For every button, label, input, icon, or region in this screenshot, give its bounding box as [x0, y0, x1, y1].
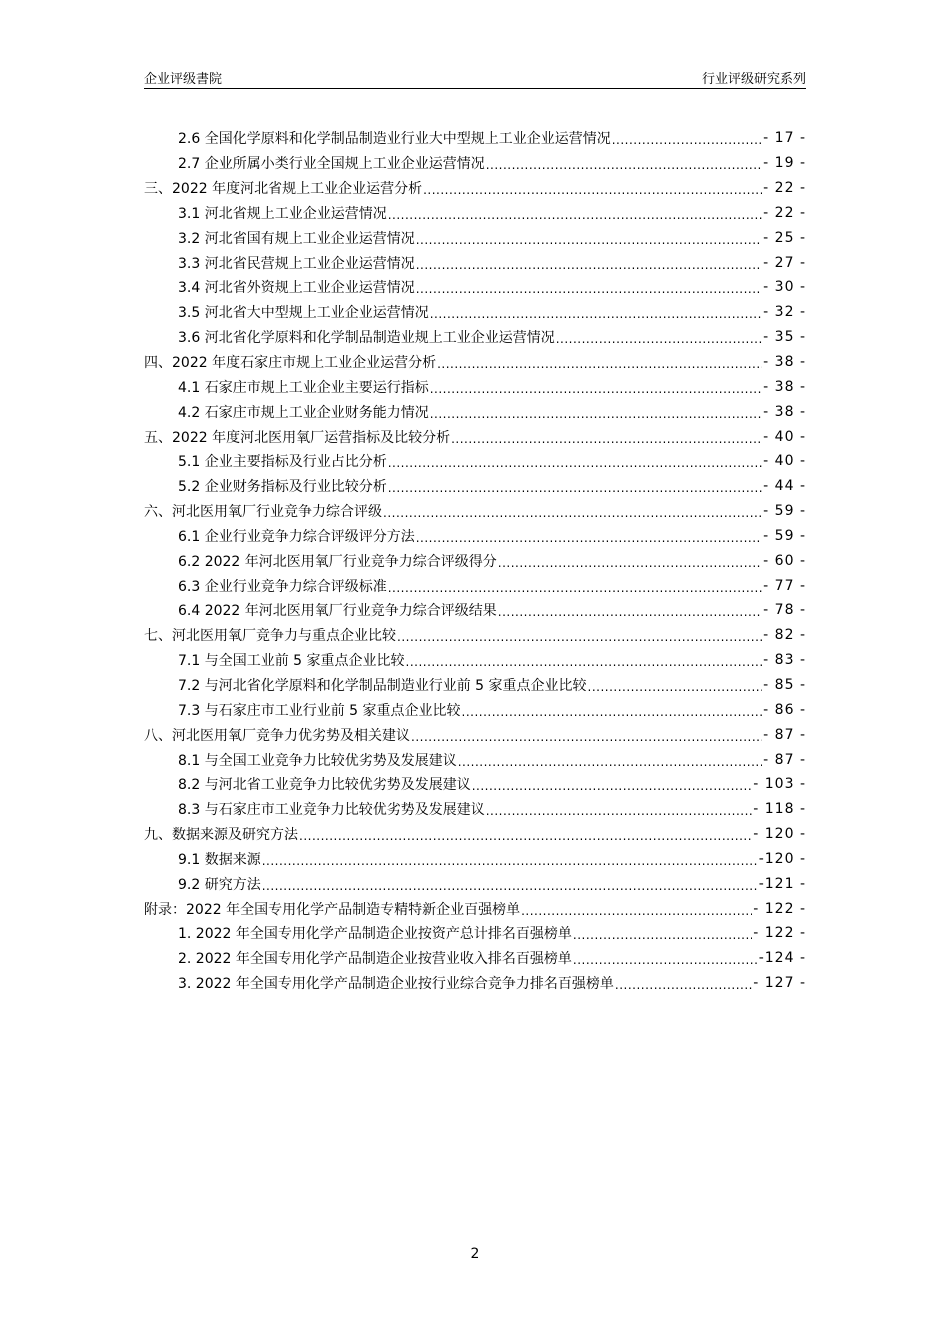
toc-entry-page: - 44 -	[763, 478, 806, 495]
toc-entry[interactable]	[144, 151, 806, 176]
toc-entry[interactable]	[144, 449, 806, 474]
toc-entry-title: 3.5 河北省大中型规上工业企业运营情况	[178, 305, 429, 322]
toc-entry-page: - 19 -	[763, 155, 806, 172]
toc-entry-page: - 32 -	[763, 304, 806, 321]
toc-entry-title: 三、2022 年度河北省规上工业企业运营分析	[144, 181, 423, 198]
toc-dot-leader	[451, 431, 762, 447]
toc-entry-title: 9.1 数据来源	[178, 851, 261, 868]
toc-entry-page: - 30 -	[763, 279, 806, 296]
toc-dot-leader	[262, 853, 758, 869]
toc-dot-leader	[462, 704, 763, 720]
toc-entry-title: 6.2 2022 年河北医用氧厂行业竞争力综合评级得分	[178, 553, 497, 570]
toc-dot-leader	[299, 828, 752, 844]
toc-dot-leader	[397, 629, 762, 645]
toc-entry[interactable]	[144, 424, 806, 449]
toc-entry-title: 3. 2022 年全国专用化学产品制造企业按行业综合竞争力排名百强榜单	[178, 976, 614, 993]
toc-entry-title: 3.1 河北省规上工业企业运营情况	[178, 205, 387, 222]
toc-entry[interactable]	[144, 896, 806, 921]
toc-dot-leader	[416, 530, 762, 546]
toc-entry[interactable]	[144, 623, 806, 648]
toc-entry[interactable]	[144, 921, 806, 946]
toc-entry-title: 7.1 与全国工业前 5 家重点企业比较	[178, 653, 405, 670]
toc-entry-page: - 59 -	[763, 503, 806, 520]
toc-entry[interactable]	[144, 399, 806, 424]
toc-dot-leader	[416, 232, 762, 248]
toc-dot-leader	[262, 878, 758, 894]
toc-entry-title: 七、河北医用氧厂竞争力与重点企业比较	[144, 628, 396, 645]
toc-dot-leader	[430, 306, 762, 322]
toc-entry-page: - 122 -	[753, 900, 806, 917]
toc-entry-page: - 83 -	[763, 652, 806, 669]
toc-dot-leader	[588, 679, 763, 695]
toc-entry-page: - 87 -	[763, 726, 806, 743]
toc-entry-page: - 25 -	[763, 229, 806, 246]
toc-entry-page: - 38 -	[763, 354, 806, 371]
toc-entry[interactable]	[144, 747, 806, 772]
toc-entry[interactable]	[144, 673, 806, 698]
toc-entry-title: 6.1 企业行业竞争力综合评级评分方法	[178, 528, 415, 545]
toc-entry-title: 6.4 2022 年河北医用氧厂行业竞争力综合评级结果	[178, 603, 497, 620]
toc-dot-leader	[388, 455, 762, 471]
toc-entry[interactable]	[144, 722, 806, 747]
toc-entry[interactable]	[144, 697, 806, 722]
toc-entry[interactable]	[144, 300, 806, 325]
toc-entry-title: 3.6 河北省化学原料和化学制品制造业规上工业企业运营情况	[178, 330, 555, 347]
toc-entry-page: - 22 -	[763, 180, 806, 197]
toc-entry-page: - 22 -	[763, 204, 806, 221]
toc-entry-page: - 27 -	[763, 254, 806, 271]
toc-dot-leader	[486, 157, 762, 173]
toc-dot-leader	[472, 778, 753, 794]
toc-entry-title: 4.2 石家庄市规上工业企业财务能力情况	[178, 404, 429, 421]
toc-dot-leader	[383, 505, 762, 521]
page-header	[144, 66, 806, 89]
toc-dot-leader	[573, 952, 758, 968]
toc-entry-page: - 87 -	[763, 751, 806, 768]
toc-entry-page: - 40 -	[763, 428, 806, 445]
toc-dot-leader	[437, 356, 762, 372]
toc-entry-title: 四、2022 年度石家庄市规上工业企业运营分析	[144, 355, 437, 372]
toc-entry-page: - 40 -	[763, 453, 806, 470]
toc-entry-title: 6.3 企业行业竞争力综合评级标准	[178, 578, 387, 595]
toc-entry[interactable]	[144, 350, 806, 375]
toc-entry[interactable]	[144, 201, 806, 226]
toc-entry-title: 2.7 企业所属小类行业全国规上工业企业运营情况	[178, 156, 485, 173]
toc-entry[interactable]	[144, 772, 806, 797]
toc-entry[interactable]	[144, 325, 806, 350]
toc-entry-title: 六、河北医用氧厂行业竞争力综合评级	[144, 504, 382, 521]
toc-dot-leader	[498, 555, 762, 571]
toc-entry-title: 5.2 企业财务指标及行业比较分析	[178, 479, 387, 496]
toc-dot-leader	[430, 381, 762, 397]
toc-entry[interactable]	[144, 573, 806, 598]
toc-entry-title: 7.2 与河北省化学原料和化学制品制造业行业前 5 家重点企业比较	[178, 677, 587, 694]
toc-entry[interactable]	[144, 474, 806, 499]
toc-dot-leader	[423, 182, 762, 198]
toc-entry[interactable]	[144, 598, 806, 623]
toc-dot-leader	[612, 132, 762, 148]
toc-entry-title: 2. 2022 年全国专用化学产品制造企业按营业收入排名百强榜单	[178, 951, 572, 968]
toc-entry[interactable]	[144, 648, 806, 673]
toc-dot-leader	[416, 281, 762, 297]
toc-entry-title: 9.2 研究方法	[178, 876, 261, 893]
toc-entry[interactable]	[144, 225, 806, 250]
toc-dot-leader	[406, 654, 763, 670]
toc-dot-leader	[416, 257, 762, 273]
toc-entry[interactable]	[144, 846, 806, 871]
toc-entry-title: 附录：2022 年全国专用化学产品制造专精特新企业百强榜单	[144, 901, 521, 918]
toc-dot-leader	[615, 977, 752, 993]
toc-entry[interactable]	[144, 126, 806, 151]
toc-entry-page: - 77 -	[763, 577, 806, 594]
toc-entry-title: 5.1 企业主要指标及行业占比分析	[178, 454, 387, 471]
toc-entry-title: 8.3 与石家庄市工业竞争力比较优劣势及发展建议	[178, 802, 485, 819]
toc-entry-page: - 120 -	[753, 826, 806, 843]
toc-entry-title: 3.3 河北省民营规上工业企业运营情况	[178, 255, 415, 272]
toc-entry[interactable]	[144, 946, 806, 971]
toc-entry[interactable]	[144, 250, 806, 275]
toc-entry-title: 1. 2022 年全国专用化学产品制造企业按资产总计排名百强榜单	[178, 926, 572, 943]
toc-entry-title: 2.6 全国化学原料和化学制品制造业行业大中型规上工业企业运营情况	[178, 131, 611, 148]
toc-entry-page: - 103 -	[753, 776, 806, 793]
toc-entry[interactable]	[144, 871, 806, 896]
toc-dot-leader	[458, 754, 762, 770]
toc-entry-title: 4.1 石家庄市规上工业企业主要运行指标	[178, 379, 429, 396]
toc-entry[interactable]	[144, 971, 806, 996]
toc-entry-page: - 17 -	[763, 130, 806, 147]
toc-entry-title: 3.2 河北省国有规上工业企业运营情况	[178, 230, 415, 247]
toc-entry-page: - 86 -	[763, 701, 806, 718]
toc-entry-page: - 127 -	[753, 975, 806, 992]
toc-entry-page: -124 -	[758, 950, 806, 967]
toc-dot-leader	[388, 480, 762, 496]
toc-dot-leader	[486, 803, 753, 819]
toc-dot-leader	[573, 927, 752, 943]
toc-entry[interactable]	[144, 797, 806, 822]
toc-dot-leader	[521, 903, 752, 919]
toc-entry-title: 九、数据来源及研究方法	[144, 827, 298, 844]
toc-entry[interactable]	[144, 822, 806, 847]
toc-entry-page: -120 -	[758, 850, 806, 867]
toc-entry[interactable]	[144, 548, 806, 573]
toc-entry-title: 8.2 与河北省工业竞争力比较优劣势及发展建议	[178, 777, 471, 794]
toc-entry-page: - 78 -	[763, 602, 806, 619]
toc-dot-leader	[498, 604, 762, 620]
toc-entry-page: - 85 -	[763, 676, 806, 693]
toc-entry-page: - 122 -	[753, 925, 806, 942]
toc-entry-page: - 35 -	[763, 329, 806, 346]
toc-dot-leader	[430, 406, 762, 422]
toc-entry-page: - 59 -	[763, 527, 806, 544]
toc-entry-title: 五、2022 年度河北医用氧厂运营指标及比较分析	[144, 429, 451, 446]
toc-entry[interactable]	[144, 524, 806, 549]
toc-dot-leader	[556, 331, 762, 347]
page-number: 2	[470, 1246, 480, 1262]
header-left-text: 企业评级書院	[144, 72, 223, 87]
toc-entry-page: - 38 -	[763, 403, 806, 420]
toc-entry[interactable]	[144, 499, 806, 524]
toc-entry-page: - 38 -	[763, 378, 806, 395]
toc-entry[interactable]	[144, 374, 806, 399]
toc-entry[interactable]	[144, 176, 806, 201]
toc-entry-title: 8.1 与全国工业竞争力比较优劣势及发展建议	[178, 752, 457, 769]
toc-entry-title: 7.3 与石家庄市工业行业前 5 家重点企业比较	[178, 702, 461, 719]
toc-entry-title: 3.4 河北省外资规上工业企业运营情况	[178, 280, 415, 297]
toc-entry[interactable]	[144, 275, 806, 300]
toc-entry-page: - 60 -	[763, 552, 806, 569]
toc-dot-leader	[411, 729, 762, 745]
toc-entry-title: 八、河北医用氧厂竞争力优劣势及相关建议	[144, 727, 410, 744]
table-of-contents	[144, 126, 806, 996]
toc-entry-page: - 82 -	[763, 627, 806, 644]
toc-dot-leader	[388, 207, 762, 223]
toc-entry-page: - 118 -	[753, 801, 806, 818]
toc-entry-page: -121 -	[758, 875, 806, 892]
toc-dot-leader	[388, 580, 762, 596]
header-right-text: 行业评级研究系列	[701, 72, 806, 87]
